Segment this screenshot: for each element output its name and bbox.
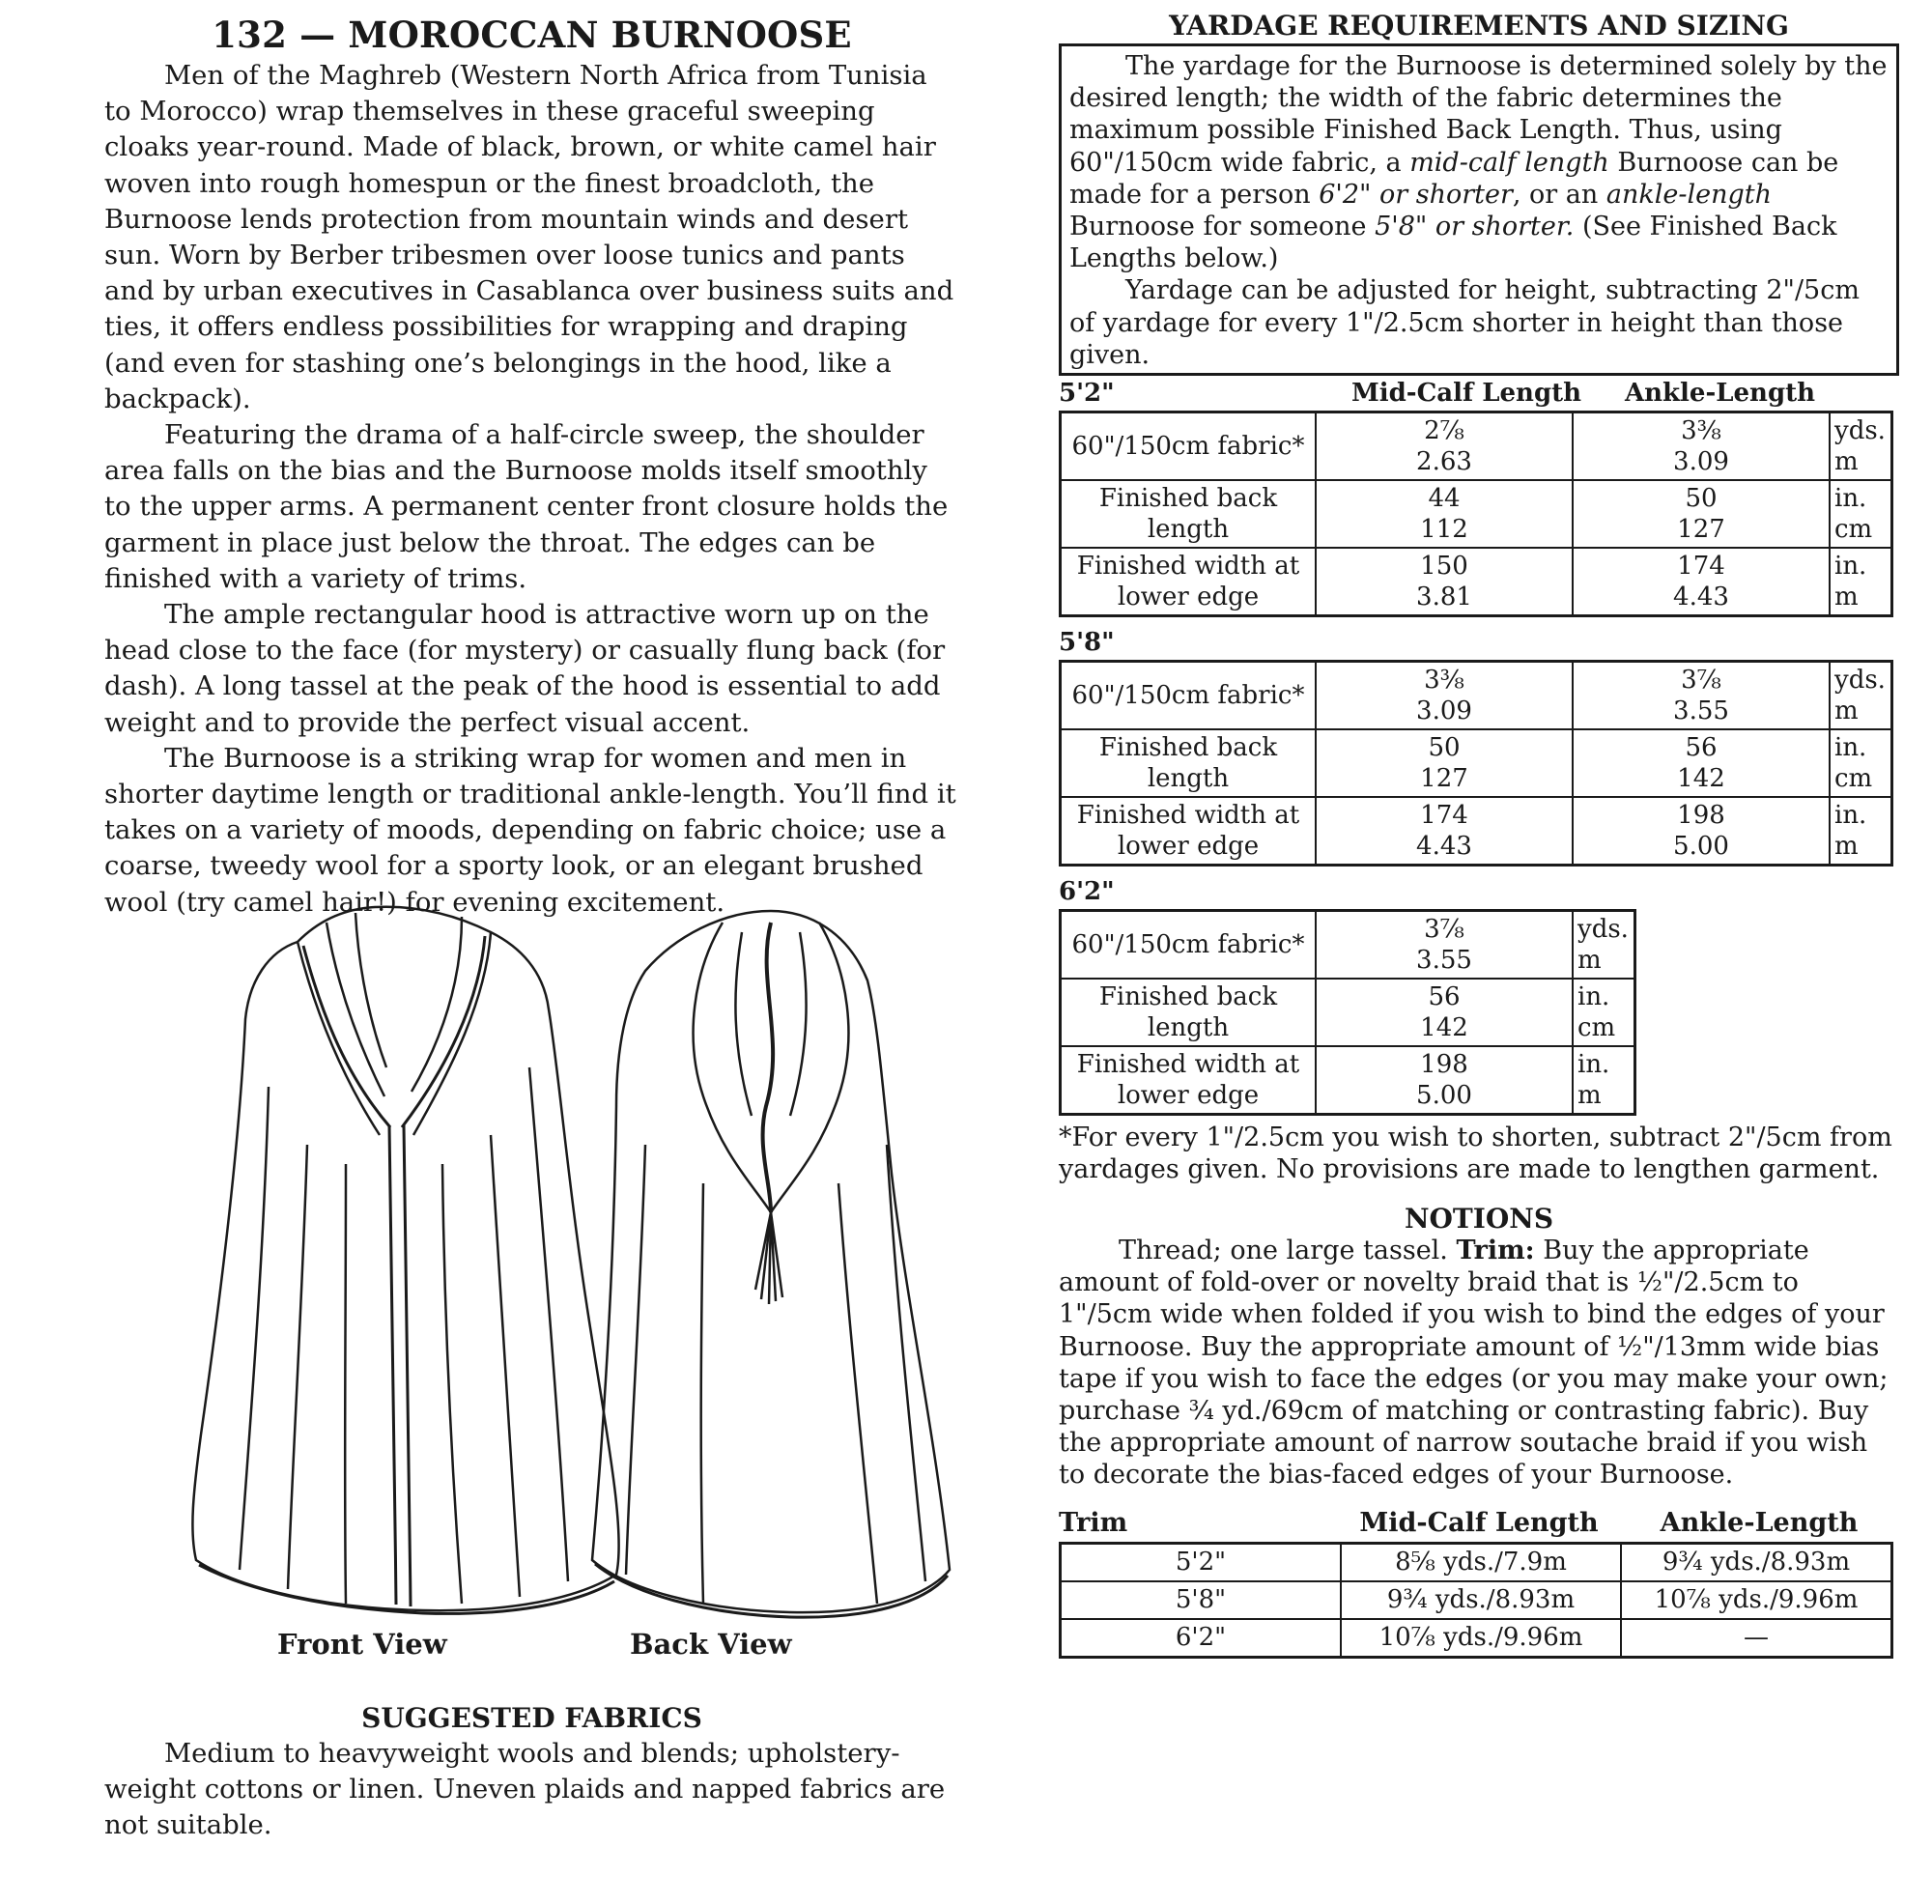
value-metric: 4.43 (1416, 832, 1472, 862)
trim-mid-calf-cell: 10⅞ yds./9.96m (1341, 1619, 1621, 1658)
ankle-cell (1573, 797, 1830, 866)
mid-calf-cell (1316, 1046, 1573, 1115)
size-label: 6'2" (1059, 877, 1115, 907)
ankle-cell (1573, 480, 1830, 548)
trim-mid-calf-cell: 9¾ yds./8.93m (1341, 1581, 1621, 1619)
size-label-row (1059, 874, 1899, 909)
unit-metric: cm (1834, 764, 1873, 794)
unit-metric: m (1834, 696, 1859, 726)
ankle-cell (1573, 412, 1830, 481)
value-metric: 3.55 (1416, 946, 1472, 976)
row-label: Finished back length (1061, 979, 1317, 1046)
value-metric: 142 (1420, 1013, 1468, 1043)
row-label: Finished width at lower edge (1061, 1046, 1317, 1115)
size-label-row (1059, 376, 1899, 411)
description-text (104, 58, 959, 921)
value-imperial: 198 (1420, 1050, 1468, 1080)
unit-cell (1573, 979, 1635, 1046)
value-metric: 127 (1420, 764, 1468, 794)
value-imperial: 3⅞ (1424, 915, 1464, 945)
page-title: 132 — MOROCCAN BURNOOSE (212, 14, 852, 56)
value-metric: 3.81 (1416, 583, 1472, 612)
value-metric: 112 (1420, 515, 1468, 545)
value-metric: 142 (1677, 764, 1725, 794)
table-row (1061, 911, 1635, 980)
unit-metric: cm (1834, 515, 1873, 545)
unit-metric: m (1577, 1081, 1602, 1111)
unit-imperial: in. (1834, 801, 1867, 831)
intro-text: (See Finished Back Lengths below.) (1069, 212, 1837, 274)
table-row (1061, 662, 1892, 730)
yardage-table-size-1 (1059, 411, 1893, 617)
mid-calf-cell (1316, 412, 1573, 481)
intro-italic: 5'8" or shorter. (1375, 212, 1575, 242)
size-label-row (1059, 625, 1899, 660)
row-label: 60"/150cm fabric* (1061, 911, 1317, 980)
trim-size-cell: 5'8" (1061, 1581, 1342, 1619)
trim-table (1059, 1542, 1893, 1659)
mid-calf-cell (1316, 548, 1573, 616)
value-imperial: 3⅞ (1681, 666, 1721, 696)
suggested-fabrics-section (104, 1702, 959, 1844)
mid-calf-cell (1316, 729, 1573, 797)
trim-mid-calf-cell: 8⅝ yds./7.9m (1341, 1543, 1621, 1581)
unit-imperial: in. (1834, 552, 1867, 582)
unit-cell (1830, 548, 1892, 616)
description-paragraph: The ample rectangular hood is attractive worn up on the head close to the face (for mystery) or casually flung back (for dash). A long tassel at the peak of the hood is essential to add weight and to provide the perfect visual accent. (104, 599, 946, 738)
back-view-drawing (592, 911, 950, 1617)
unit-imperial: in. (1834, 733, 1867, 763)
value-metric: 127 (1677, 515, 1725, 545)
intro-italic: ankle-length (1605, 179, 1772, 210)
intro-text: The yardage for the Burnoose is determined solely by the desired length; the width of the fabric determines the maximum possible Finished Back Length. Thus, using 60"/150cm wide fabric, a (1069, 51, 1888, 178)
value-imperial: 56 (1428, 982, 1461, 1012)
trim-ankle-cell: — (1621, 1619, 1892, 1658)
yardage-column (1059, 10, 1899, 1659)
unit-cell (1830, 662, 1892, 730)
yardage-footnote: *For every 1"/2.5cm you wish to shorten, subtract 2"/5cm from yardages given. No provisions are made to lengthen garment. (1059, 1123, 1892, 1185)
front-view-drawing (192, 907, 618, 1614)
table-row (1061, 548, 1892, 616)
intro-text: Burnoose can be made for a person (1069, 147, 1839, 210)
value-imperial: 174 (1677, 552, 1725, 582)
intro-text: Burnoose for someone (1069, 212, 1376, 242)
value-metric: 5.00 (1416, 1081, 1472, 1111)
value-imperial: 56 (1685, 733, 1718, 763)
mid-calf-cell (1316, 797, 1573, 866)
mid-calf-cell (1316, 911, 1573, 980)
unit-cell (1830, 729, 1892, 797)
value-imperial: 44 (1428, 484, 1461, 514)
unit-cell (1830, 412, 1892, 481)
description-column (104, 14, 959, 921)
trim-size-cell: 5'2" (1061, 1543, 1342, 1581)
unit-imperial: yds. (1834, 666, 1886, 696)
value-metric: 4.43 (1673, 583, 1729, 612)
unit-cell (1830, 797, 1892, 866)
size-label: 5'2" (1059, 379, 1115, 409)
value-metric: 2.63 (1416, 447, 1472, 477)
table-row (1061, 729, 1892, 797)
notions-trim-label: Trim: (1456, 1236, 1535, 1266)
description-paragraph: The Burnoose is a striking wrap for women and men in shorter daytime length or traditional ankle-length. You’ll find it takes on a variety of moods, depending on fabric choice; use a coarse, tweedy wool for a sporty look, or an elegant brushed wool (try camel hair!) for evening excitement. (104, 742, 956, 918)
notions-text: Thread; one large tassel. (1119, 1236, 1457, 1266)
fabrics-heading: SUGGESTED FABRICS (361, 1702, 702, 1734)
unit-imperial: yds. (1834, 416, 1886, 446)
mid-calf-header: Mid-Calf Length (1350, 379, 1582, 409)
unit-metric: m (1834, 447, 1859, 477)
ankle-cell (1573, 729, 1830, 797)
fabrics-text-block (104, 1736, 959, 1844)
description-paragraph: Men of the Maghreb (Western North Africa from Tunisia to Morocco) wrap themselves in these graceful sweeping cloaks year-round. Made of black, brown, or white camel hair woven into rough homespun or the finest broadcloth, the Burnoose lends protection from mountain winds and desert sun. Worn by Berber tribesmen over loose tunics and pants and by urban executives in Casablanca over business suits and ties, it offers endless possibilities for wrapping and draping (and even for stashing one’s belongings in the hood, like a backpack). (104, 60, 954, 414)
yardage-intro-box (1059, 43, 1899, 376)
unit-imperial: in. (1577, 1050, 1610, 1080)
row-label: Finished width at lower edge (1061, 548, 1317, 616)
trim-header-row (1059, 1505, 1899, 1542)
table-row (1061, 1046, 1635, 1115)
unit-imperial: in. (1834, 484, 1867, 514)
unit-metric: cm (1577, 1013, 1616, 1043)
value-imperial: 174 (1420, 801, 1468, 831)
row-label: Finished back length (1061, 729, 1317, 797)
trim-header: Trim (1059, 1507, 1128, 1538)
unit-metric: m (1577, 946, 1602, 976)
mid-calf-cell (1316, 979, 1573, 1046)
value-imperial: 3⅜ (1681, 416, 1721, 446)
mid-calf-cell (1316, 662, 1573, 730)
row-label: 60"/150cm fabric* (1061, 412, 1317, 481)
back-view-caption: Back View (630, 1628, 792, 1661)
notions-text-block (1059, 1235, 1899, 1492)
unit-imperial: in. (1577, 982, 1610, 1012)
intro-italic: 6'2" or shorter (1319, 179, 1513, 210)
garment-illustration (104, 894, 959, 1657)
trim-ankle-header: Ankle-Length (1660, 1507, 1859, 1538)
trim-mid-calf-header: Mid-Calf Length (1359, 1507, 1599, 1538)
value-metric: 3.55 (1673, 696, 1729, 726)
value-imperial: 3⅜ (1424, 666, 1464, 696)
table-row (1061, 1619, 1892, 1658)
value-imperial: 198 (1677, 801, 1725, 831)
yardage-table-size-2 (1059, 660, 1893, 867)
unit-imperial: yds. (1577, 915, 1629, 945)
size-label: 5'8" (1059, 628, 1115, 658)
row-label: Finished back length (1061, 480, 1317, 548)
value-imperial: 150 (1420, 552, 1468, 582)
value-imperial: 50 (1685, 484, 1718, 514)
ankle-cell (1573, 548, 1830, 616)
notions-text: Buy the appropriate amount of fold-over or novelty braid that is ½"/2.5cm to 1"/5cm wide when folded if you wish to bind the edges of your Burnoose. Buy the appropriate amount of ½"/13mm wide bias tape if you wish to face the edges (or you may make your own; purchase ¾ yd./69cm of matching or contrasting fabric). Buy the appropriate amount of narrow soutache braid if you wish to decorate the bias-faced edges of your Burnoose. (1059, 1236, 1889, 1491)
table-row (1061, 1581, 1892, 1619)
value-imperial: 50 (1428, 733, 1461, 763)
unit-cell (1573, 1046, 1635, 1115)
yardage-table-size-3 (1059, 909, 1636, 1116)
trim-ankle-cell: 10⅞ yds./9.96m (1621, 1581, 1892, 1619)
yardage-heading: YARDAGE REQUIREMENTS AND SIZING (1169, 10, 1789, 42)
notions-heading: NOTIONS (1404, 1203, 1554, 1236)
intro-text: , or an (1512, 179, 1606, 210)
unit-metric: m (1834, 583, 1859, 612)
table-row (1061, 797, 1892, 866)
burnoose-drawing (104, 894, 959, 1657)
ankle-length-header: Ankle-Length (1624, 379, 1816, 409)
unit-metric: m (1834, 832, 1859, 862)
intro-italic: mid-calf length (1409, 147, 1609, 178)
value-metric: 5.00 (1673, 832, 1729, 862)
description-paragraph: Featuring the drama of a half-circle sweep, the shoulder area falls on the bias and the Burnoose molds itself smoothly to the upper arms. A permanent center front closure holds the garment in place just below the throat. The edges can be finished with a variety of trims. (104, 419, 949, 594)
trim-size-cell: 6'2" (1061, 1619, 1342, 1658)
unit-cell (1830, 480, 1892, 548)
value-imperial: 2⅞ (1424, 416, 1464, 446)
mid-calf-cell (1316, 480, 1573, 548)
value-metric: 3.09 (1673, 447, 1729, 477)
ankle-cell (1573, 662, 1830, 730)
fabrics-text: Medium to heavyweight wools and blends; upholstery-weight cottons or linen. Uneven plaids and napped fabrics are not suitable. (104, 1738, 946, 1841)
front-view-caption: Front View (277, 1628, 447, 1661)
value-metric: 3.09 (1416, 696, 1472, 726)
table-row (1061, 1543, 1892, 1581)
yardage-adjust-paragraph: Yardage can be adjusted for height, subtracting 2"/5cm of yardage for every 1"/2.5cm shorter in height than those given. (1069, 275, 1860, 370)
yardage-intro-paragraph (1069, 50, 1889, 274)
trim-ankle-cell: 9¾ yds./8.93m (1621, 1543, 1892, 1581)
table-row (1061, 412, 1892, 481)
table-row (1061, 979, 1635, 1046)
notions-paragraph (1059, 1235, 1899, 1492)
row-label: 60"/150cm fabric* (1061, 662, 1317, 730)
table-row (1061, 480, 1892, 548)
row-label: Finished width at lower edge (1061, 797, 1317, 866)
unit-cell (1573, 911, 1635, 980)
